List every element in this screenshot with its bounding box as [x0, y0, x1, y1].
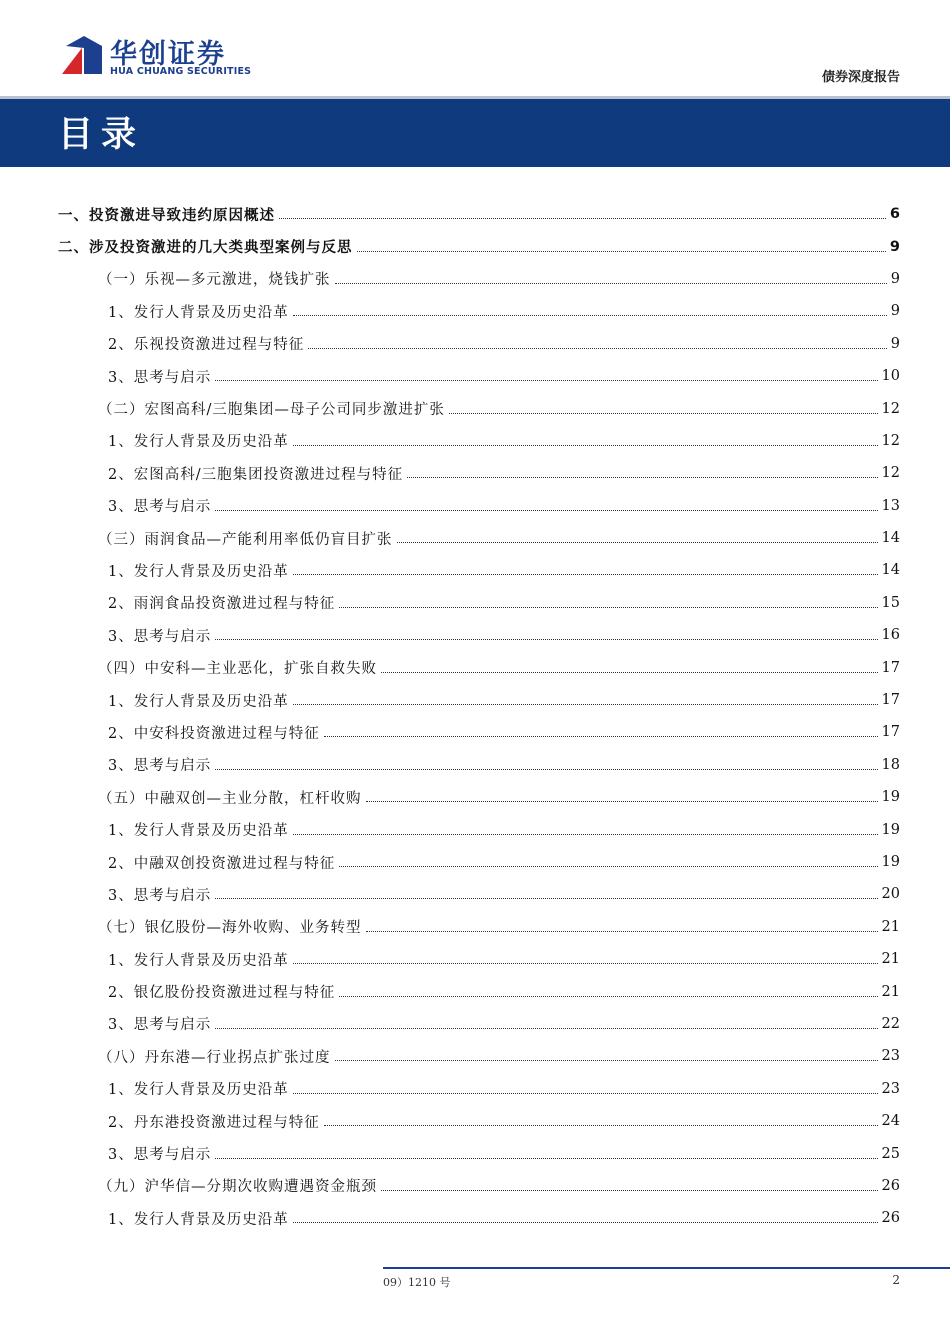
toc-entry-page: 9 [890, 303, 900, 320]
toc-entry-page: 12 [881, 432, 900, 449]
toc-entry[interactable] [58, 360, 900, 392]
toc-entry-page: 9 [890, 270, 900, 287]
toc-entry[interactable] [58, 230, 900, 262]
toc-entry-page: 9 [890, 335, 900, 352]
toc-leader-dots [324, 735, 878, 737]
toc-entry-page: 20 [881, 886, 900, 903]
toc-entry-page: 14 [881, 562, 900, 579]
footer-divider [383, 1267, 950, 1269]
toc-leader-dots [215, 1027, 877, 1029]
title-banner [0, 96, 950, 167]
toc-leader-dots [308, 347, 887, 349]
toc-leader-dots [215, 379, 877, 381]
toc-entry-page: 6 [889, 206, 900, 223]
toc-entry-page: 17 [881, 724, 900, 741]
toc-leader-dots [215, 638, 877, 640]
toc-entry-label: 1、发行人背景及历史沿革 [108, 952, 289, 969]
toc-entry[interactable] [58, 651, 900, 683]
toc-entry[interactable] [58, 1073, 900, 1105]
toc-entry-label: 1、发行人背景及历史沿革 [108, 434, 289, 451]
toc-entry-label: 一、投资激进导致违约原因概述 [58, 207, 275, 224]
toc-entry-page: 16 [881, 627, 900, 644]
toc-entry[interactable] [58, 846, 900, 878]
toc-entry-page: 21 [881, 983, 900, 1000]
toc-entry-label: 1、发行人背景及历史沿革 [108, 1211, 289, 1228]
toc-leader-dots [293, 833, 878, 835]
toc-entry-page: 9 [889, 238, 900, 255]
toc-entry-label: 3、思考与启示 [108, 369, 212, 386]
logo-english-name: HUA CHUANG SECURITIES [110, 66, 252, 77]
toc-entry[interactable] [58, 1170, 900, 1202]
table-of-contents [58, 198, 900, 1235]
toc-leader-dots [293, 444, 878, 446]
toc-entry-label: （七）银亿股份—海外收购、业务转型 [98, 920, 362, 937]
footer-disclaimer: 09）1210 号 [383, 1276, 451, 1289]
toc-entry-label: 2、中融双创投资激进过程与特征 [108, 855, 336, 872]
toc-entry[interactable] [58, 554, 900, 586]
report-type-label: 债券深度报告 [821, 70, 900, 85]
toc-entry[interactable] [58, 295, 900, 327]
toc-leader-dots [279, 217, 886, 219]
logo-mark-icon [58, 34, 104, 78]
toc-entry-page: 25 [881, 1145, 900, 1162]
toc-entry-page: 14 [881, 530, 900, 547]
toc-entry-label: 1、发行人背景及历史沿革 [108, 563, 289, 580]
toc-entry-label: 1、发行人背景及历史沿革 [108, 304, 289, 321]
toc-entry-label: 2、雨润食品投资激进过程与特征 [108, 596, 336, 613]
toc-entry[interactable] [58, 392, 900, 424]
toc-entry-label: 2、丹东港投资激进过程与特征 [108, 1114, 320, 1131]
toc-entry-page: 12 [881, 465, 900, 482]
toc-entry-label: （二）宏图高科/三胞集团—母子公司同步激进扩张 [98, 402, 445, 419]
toc-entry[interactable] [58, 813, 900, 845]
toc-entry-label: （五）中融双创—主业分散，杠杆收购 [98, 790, 362, 807]
toc-entry-label: （三）雨润食品—产能利用率低仍盲目扩张 [98, 531, 393, 548]
toc-leader-dots [293, 573, 878, 575]
toc-leader-dots [366, 930, 878, 932]
toc-entry-label: （九）沪华信—分期次收购遭遇资金瓶颈 [98, 1179, 377, 1196]
toc-entry-page: 17 [881, 692, 900, 709]
toc-leader-dots [381, 1189, 878, 1191]
toc-entry[interactable] [58, 911, 900, 943]
toc-entry-label: 2、中安科投资激进过程与特征 [108, 725, 320, 742]
toc-entry-label: 2、银亿股份投资激进过程与特征 [108, 985, 336, 1002]
toc-entry[interactable] [58, 587, 900, 619]
toc-leader-dots [335, 282, 887, 284]
toc-entry-label: 2、乐视投资激进过程与特征 [108, 337, 305, 354]
toc-entry[interactable] [58, 975, 900, 1007]
toc-entry-page: 24 [881, 1113, 900, 1130]
toc-leader-dots [335, 1059, 878, 1061]
toc-leader-dots [449, 412, 878, 414]
logo-chinese-name: 华创证券 [110, 39, 226, 70]
toc-entry-label: 3、思考与启示 [108, 1147, 212, 1164]
toc-entry-page: 19 [881, 821, 900, 838]
toc-entry-label: 1、发行人背景及历史沿革 [108, 693, 289, 710]
toc-entry-page: 12 [881, 400, 900, 417]
page-title: 目录 [58, 115, 145, 155]
toc-entry-label: 3、思考与启示 [108, 499, 212, 516]
toc-entry-page: 21 [881, 951, 900, 968]
toc-entry[interactable] [58, 1137, 900, 1169]
toc-leader-dots [339, 995, 877, 997]
toc-entry[interactable] [58, 522, 900, 554]
toc-entry[interactable] [58, 943, 900, 975]
toc-entry[interactable] [58, 1202, 900, 1234]
toc-leader-dots [397, 541, 878, 543]
toc-leader-dots [339, 606, 877, 608]
toc-entry-label: （八）丹东港—行业拐点扩张过度 [98, 1049, 331, 1066]
toc-leader-dots [215, 897, 877, 899]
company-logo [58, 32, 258, 80]
toc-leader-dots [366, 800, 878, 802]
toc-entry-page: 13 [881, 497, 900, 514]
toc-leader-dots [339, 865, 877, 867]
toc-leader-dots [293, 1221, 878, 1223]
toc-entry-label: 1、发行人背景及历史沿革 [108, 823, 289, 840]
toc-entry[interactable] [58, 490, 900, 522]
toc-entry-label: 3、思考与启示 [108, 1017, 212, 1034]
page-number: 2 [892, 1273, 900, 1287]
toc-leader-dots [381, 671, 878, 673]
toc-leader-dots [293, 314, 887, 316]
toc-entry-label: 1、发行人背景及历史沿革 [108, 1082, 289, 1099]
toc-entry-label: 二、涉及投资激进的几大类典型案例与反思 [58, 240, 353, 257]
toc-entry-label: 3、思考与启示 [108, 758, 212, 775]
toc-entry-page: 21 [881, 918, 900, 935]
toc-entry-page: 10 [881, 368, 900, 385]
toc-entry-label: 3、思考与启示 [108, 887, 212, 904]
toc-entry[interactable] [58, 781, 900, 813]
toc-entry-page: 26 [881, 1177, 900, 1194]
toc-entry[interactable] [58, 619, 900, 651]
toc-entry[interactable] [58, 328, 900, 360]
toc-entry-label: 3、思考与启示 [108, 628, 212, 645]
toc-entry-page: 22 [881, 1015, 900, 1032]
toc-entry[interactable] [58, 684, 900, 716]
toc-entry[interactable] [58, 425, 900, 457]
toc-leader-dots [407, 476, 877, 478]
toc-entry[interactable] [58, 1008, 900, 1040]
toc-leader-dots [293, 1092, 878, 1094]
toc-entry[interactable] [58, 457, 900, 489]
toc-entry-page: 17 [881, 659, 900, 676]
toc-entry-page: 26 [881, 1210, 900, 1227]
toc-entry[interactable] [58, 716, 900, 748]
toc-entry-page: 23 [881, 1080, 900, 1097]
toc-entry[interactable] [58, 1105, 900, 1137]
toc-entry-page: 15 [881, 594, 900, 611]
toc-entry-label: （四）中安科—主业恶化，扩张自救失败 [98, 661, 377, 678]
toc-entry[interactable] [58, 198, 900, 230]
toc-entry-label: 2、宏图高科/三胞集团投资激进过程与特征 [108, 466, 404, 483]
toc-entry-page: 19 [881, 789, 900, 806]
toc-entry-label: （一）乐视—多元激进，烧钱扩张 [98, 272, 331, 289]
toc-entry[interactable] [58, 1040, 900, 1072]
toc-leader-dots [215, 509, 877, 511]
toc-leader-dots [357, 250, 886, 252]
toc-leader-dots [215, 1157, 877, 1159]
toc-leader-dots [215, 768, 877, 770]
toc-entry-page: 19 [881, 854, 900, 870]
toc-entry[interactable] [58, 878, 900, 910]
toc-leader-dots [293, 703, 878, 705]
toc-leader-dots [293, 962, 878, 964]
toc-entry-page: 18 [881, 756, 900, 773]
toc-entry[interactable] [58, 263, 900, 295]
toc-entry-page: 23 [881, 1048, 900, 1065]
toc-leader-dots [324, 1124, 878, 1126]
toc-entry[interactable] [58, 749, 900, 781]
